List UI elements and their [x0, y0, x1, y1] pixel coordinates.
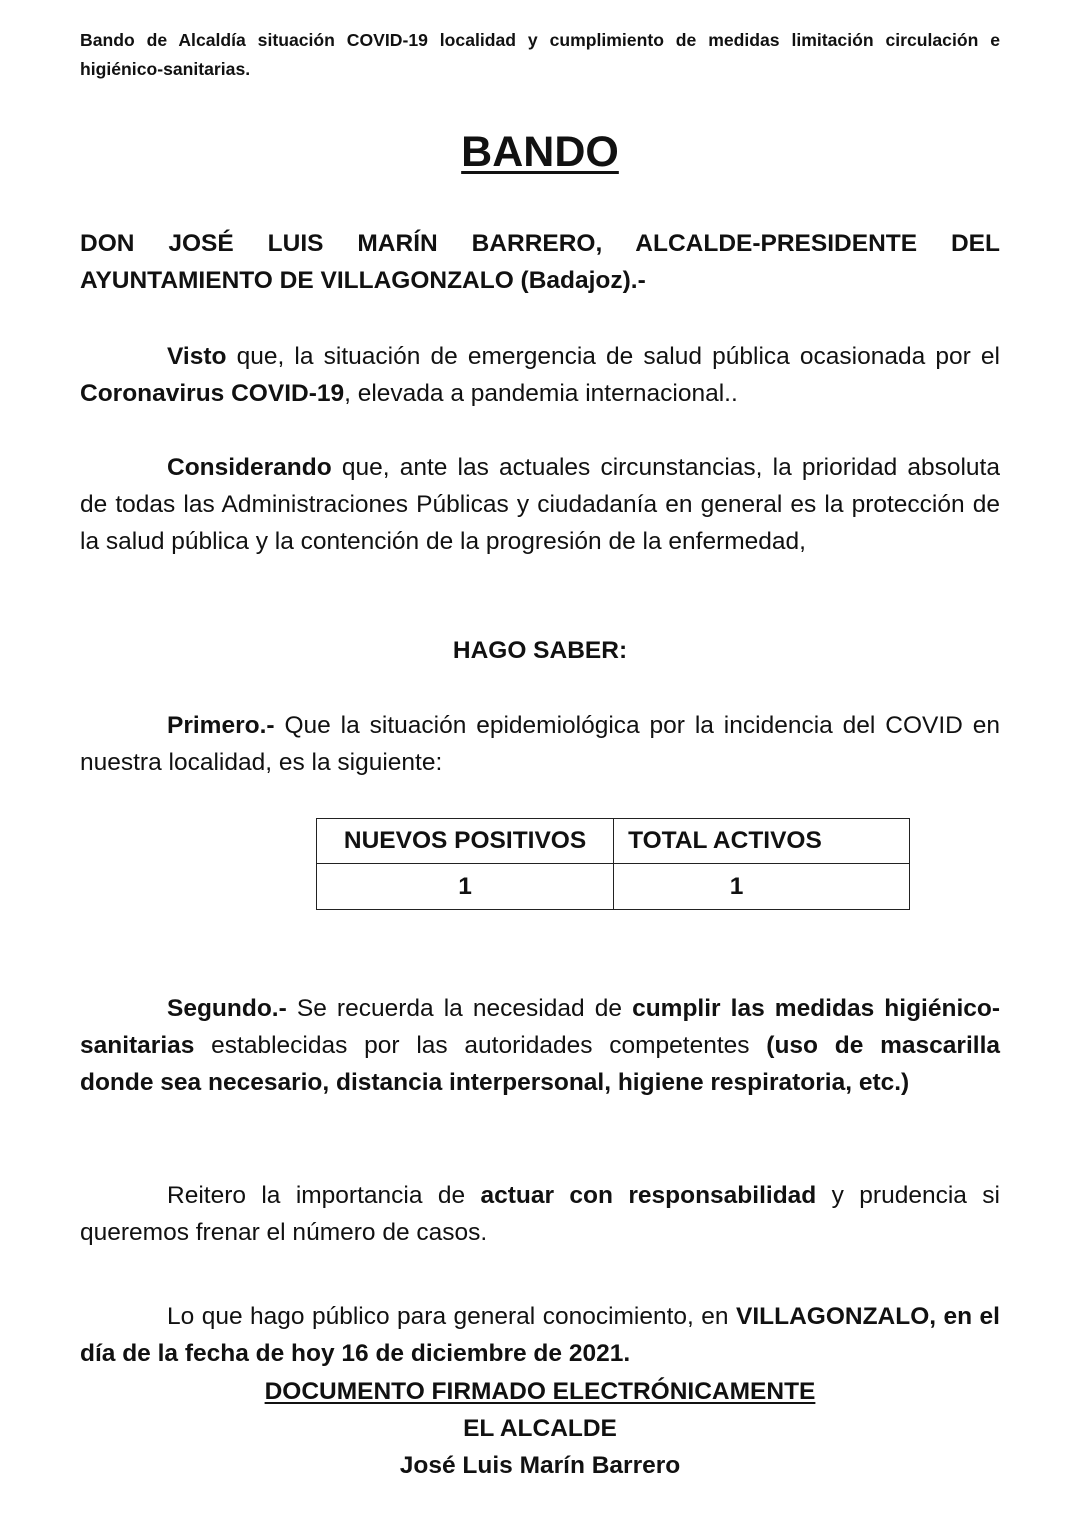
paragraph-considerando — [80, 449, 1000, 560]
paragraph-reitero — [80, 1177, 1000, 1251]
visto-bold: Coronavirus COVID-19 — [80, 380, 345, 407]
considerando-lead: Considerando — [167, 454, 332, 481]
covid-stats-table — [316, 818, 910, 910]
paragraph-visto — [80, 338, 1000, 412]
value-total-activos: 1 — [614, 864, 910, 910]
visto-text-2: , elevada a pandemia internacional.. — [344, 380, 738, 407]
segundo-lead: Segundo.- — [167, 995, 287, 1022]
issuer-heading: DON JOSÉ LUIS MARÍN BARRERO, ALCALDE-PRESIDENTE DEL AYUNTAMIENTO DE VILLAGONZALO (Badajoz).- — [80, 230, 1000, 294]
segundo-text-2: establecidas por las autoridades competentes — [194, 1032, 767, 1059]
considerando-text: que, ante las actuales circunstancias, la prioridad absoluta de todas las Administraciones Públicas y ciudadanía en general es la protección de la salud pública y la contención de la progresión de la enfermedad, — [80, 454, 1000, 555]
reitero-bold: actuar con responsabilidad — [480, 1182, 817, 1209]
segundo-text-1: Se recuerda la necesidad de — [286, 995, 633, 1022]
reitero-text-2: y prudencia si queremos frenar el número de casos. — [80, 1182, 1000, 1246]
header-nuevos-positivos: NUEVOS POSITIVOS — [317, 819, 614, 864]
signer-role: EL ALCALDE — [463, 1415, 617, 1442]
hago-saber-heading: HAGO SABER: — [452, 637, 628, 664]
segundo-bold-2: (uso de mascarilla donde sea necesario, distancia interpersonal, higiene respiratoria, etc.) — [80, 1032, 1000, 1096]
closing-text: Lo que hago público para general conocimiento, en — [167, 1303, 736, 1330]
value-nuevos-positivos: 1 — [317, 864, 614, 910]
table-row — [317, 864, 910, 910]
signer-name: José Luis Marín Barrero — [399, 1452, 681, 1479]
signed-electronically: DOCUMENTO FIRMADO ELECTRÓNICAMENTE — [264, 1378, 816, 1405]
signature-block — [80, 1373, 1000, 1484]
primero-text: Que la situación epidemiológica por la incidencia del COVID en nuestra localidad, es la siguiente: — [80, 712, 1000, 776]
primero-lead: Primero.- — [167, 712, 275, 739]
visto-lead: Visto — [167, 343, 227, 370]
visto-text-1: que, la situación de emergencia de salud pública ocasionada por el — [226, 343, 1000, 370]
document-subject: Bando de Alcaldía situación COVID-19 localidad y cumplimiento de medidas limitación circulación e higiénico-sanitarias. — [80, 30, 1000, 79]
segundo-bold-1: cumplir las medidas higiénico-sanitarias — [80, 995, 1001, 1059]
header-total-activos: TOTAL ACTIVOS — [614, 819, 910, 864]
table-header-row — [317, 819, 910, 864]
paragraph-closing — [80, 1298, 1000, 1372]
reitero-text-1: Reitero la importancia de — [167, 1182, 481, 1209]
paragraph-segundo — [80, 990, 1000, 1101]
page-title: BANDO — [461, 128, 619, 176]
paragraph-primero — [80, 707, 1000, 781]
closing-bold: VILLAGONZALO, en el día de la fecha de hoy 16 de diciembre de 2021. — [80, 1303, 1000, 1367]
